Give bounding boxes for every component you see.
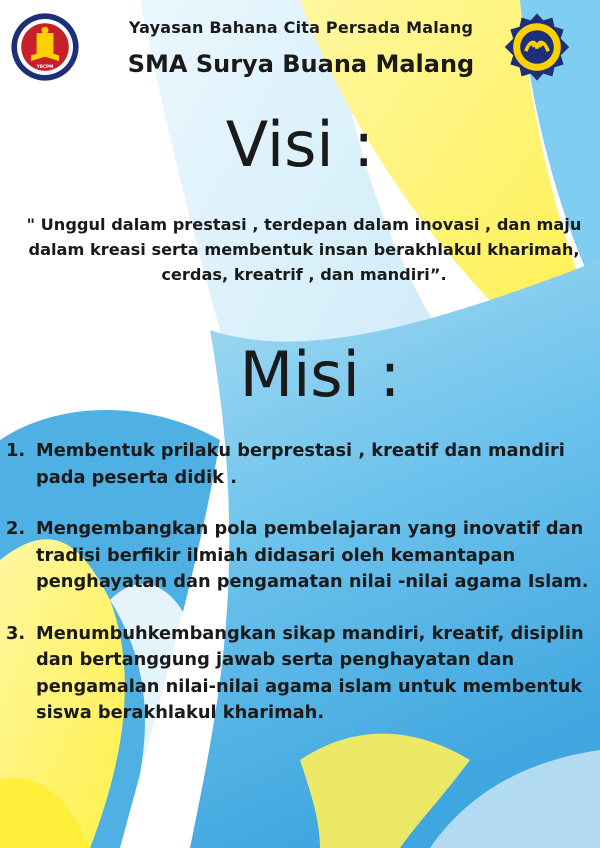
misi-list bbox=[6, 438, 600, 752]
misi-item-number: 3. bbox=[6, 622, 26, 644]
misi-item-number: 1. bbox=[6, 440, 26, 461]
school-name: SMA Surya Buana Malang bbox=[127, 50, 475, 78]
left-logo-abbr: YBCPM bbox=[36, 64, 54, 69]
visi-statement: " Unggul dalam prestasi , terdepan dalam inovasi , dan maju dalam kreasi serta membentuk insan berakhlakul kharimah, cerdas, kreatrif , dan mandiri”. bbox=[26, 215, 582, 284]
misi-heading: Misi : bbox=[239, 338, 401, 411]
misi-item bbox=[6, 516, 600, 596]
misi-item-text: Menumbuhkembangkan sikap mandiri, kreatif, disiplin dan bertanggung jawab serta penghayatan dan pengamalan nilai-nilai agama islam untuk membentuk siswa berakhlakul kharimah. bbox=[36, 622, 584, 723]
foundation-logo bbox=[10, 12, 80, 82]
misi-item-text: Mengembangkan pola pembelajaran yang inovatif dan tradisi berfikir ilmiah didasari oleh kemantapan penghayatan dan pengamatan nilai -nilai agama Islam. bbox=[36, 518, 589, 592]
misi-item-number: 2. bbox=[6, 518, 26, 539]
misi-item bbox=[6, 621, 600, 727]
misi-item-text: Membentuk prilaku berprestasi , kreatif dan mandiri pada peserta didik . bbox=[36, 440, 565, 488]
visi-heading: Visi : bbox=[225, 108, 375, 181]
school-logo bbox=[502, 12, 572, 82]
misi-item bbox=[6, 438, 600, 491]
foundation-name: Yayasan Bahana Cita Persada Malang bbox=[128, 18, 474, 37]
